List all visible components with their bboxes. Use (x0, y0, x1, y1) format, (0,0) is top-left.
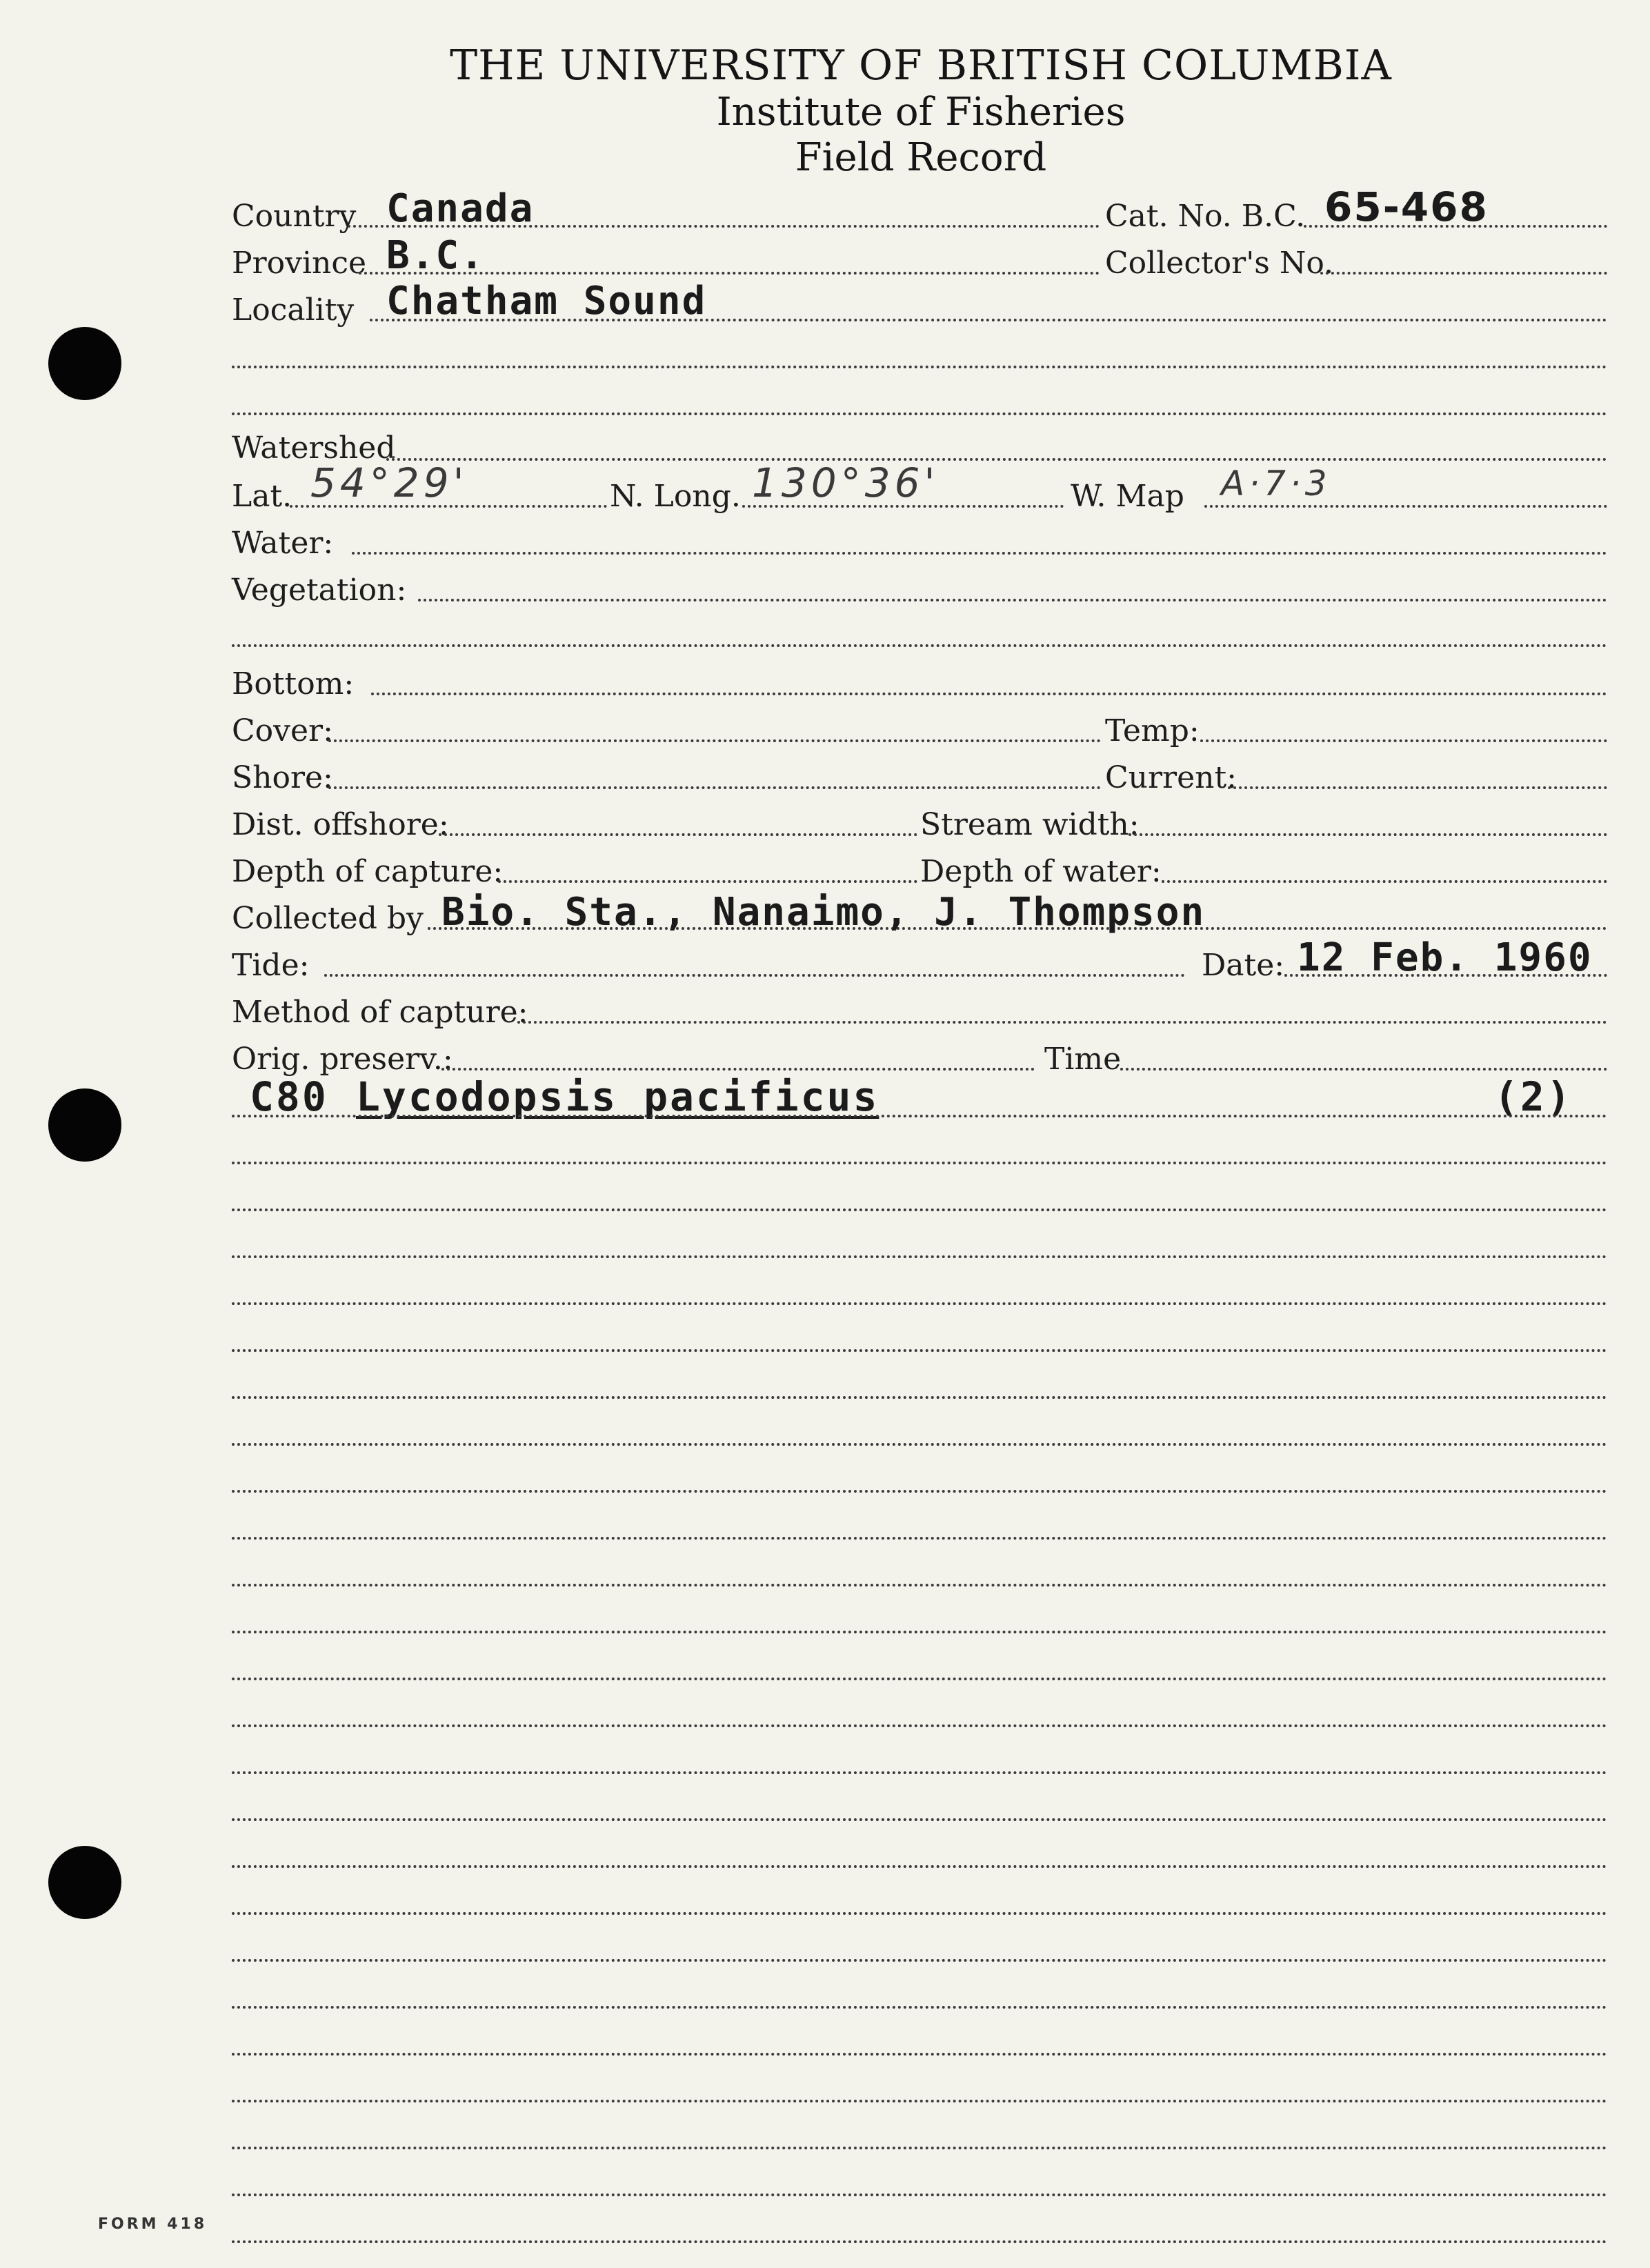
depth-capture-line (498, 880, 917, 883)
collected-by-value: Bio. Sta., Nanaimo, J. Thompson (441, 890, 1206, 935)
blank-line (232, 1490, 1607, 1493)
date-label: Date: (1202, 948, 1285, 983)
blank-line (232, 1771, 1607, 1774)
blank-line (232, 644, 1607, 647)
blank-line (232, 2240, 1607, 2243)
locality-label: Locality (232, 292, 355, 328)
record-type-title: Field Record (795, 135, 1047, 180)
blank-line (232, 1396, 1607, 1399)
lat-label: Lat. (232, 479, 292, 514)
collectors-no-line (1320, 272, 1607, 275)
dist-offshore-line (439, 833, 917, 836)
blank-line (232, 1959, 1607, 1962)
current-label: Current: (1105, 760, 1237, 795)
blank-line (232, 366, 1607, 368)
water-label: Water: (232, 526, 334, 561)
blank-line (232, 1349, 1607, 1352)
locality-value: Chatham Sound (386, 279, 707, 324)
watershed-line (386, 458, 1607, 461)
method-line (517, 1021, 1607, 1024)
cover-line (328, 739, 1101, 742)
temp-line (1200, 739, 1607, 742)
binder-hole (48, 1846, 121, 1919)
orig-preserv-label: Orig. preserv.: (232, 1042, 453, 1077)
blank-line (232, 1537, 1607, 1540)
blank-line (232, 2194, 1607, 2196)
cover-label: Cover: (232, 713, 333, 748)
blank-line (232, 412, 1607, 415)
blank-line (232, 1443, 1607, 1446)
collectors-no-label: Collector's No. (1105, 246, 1334, 281)
shore-label: Shore: (232, 760, 333, 795)
blank-line (232, 1912, 1607, 1915)
blank-line (232, 1255, 1607, 1258)
tide-label: Tide: (232, 948, 310, 983)
time-line (1120, 1068, 1607, 1071)
province-label: Province (232, 246, 367, 281)
province-value: B.C. (386, 233, 485, 278)
bottom-label: Bottom: (232, 666, 355, 702)
bottom-line (371, 693, 1607, 695)
specimen-line (232, 1115, 1607, 1117)
vegetation-label: Vegetation: (232, 573, 407, 608)
depth-water-label: Depth of water: (920, 854, 1162, 889)
blank-line (232, 1818, 1607, 1821)
blank-line (232, 1584, 1607, 1586)
water-line (352, 552, 1607, 555)
n-long-label: N. Long. (610, 479, 741, 514)
binder-hole (48, 1088, 121, 1162)
form-number: FORM 418 (98, 2216, 208, 2233)
vegetation-line (418, 599, 1607, 601)
current-line (1228, 786, 1607, 789)
specimen-name: Lycodopsis pacificus (356, 1073, 879, 1120)
long-value: 130°36' (752, 459, 940, 506)
blank-line (232, 2100, 1607, 2102)
country-label: Country (232, 199, 357, 234)
blank-line (232, 1678, 1607, 1680)
blank-line (232, 1162, 1607, 1164)
shore-line (328, 786, 1101, 789)
tide-line (324, 974, 1185, 977)
date-value: 12 Feb. 1960 (1297, 935, 1593, 980)
watershed-label: Watershed (232, 430, 396, 466)
time-label: Time (1044, 1042, 1122, 1077)
depth-capture-label: Depth of capture: (232, 854, 504, 889)
cat-no-value: 65-468 (1324, 183, 1489, 230)
collected-by-label: Collected by (232, 901, 424, 936)
dist-offshore-label: Dist. offshore: (232, 807, 449, 842)
specimen-code: C80 (250, 1073, 328, 1120)
temp-label: Temp: (1105, 713, 1200, 748)
method-label: Method of capture: (232, 995, 528, 1030)
stream-width-line (1129, 833, 1607, 836)
blank-line (232, 2053, 1607, 2056)
cat-no-label: Cat. No. B.C. (1105, 199, 1306, 234)
blank-line (232, 1302, 1607, 1305)
w-map-label: W. Map (1071, 479, 1184, 514)
blank-line (232, 1208, 1607, 1211)
specimen-count: (2) (1494, 1073, 1573, 1120)
blank-line (232, 2147, 1607, 2149)
binder-hole (48, 327, 121, 400)
stream-width-label: Stream width: (920, 807, 1140, 842)
depth-water-line (1162, 880, 1607, 883)
orig-preserv-line (441, 1068, 1035, 1071)
blank-line (232, 1865, 1607, 1868)
map-line (1204, 505, 1607, 508)
map-value: A·7·3 (1221, 464, 1331, 504)
institute-title: Institute of Fisheries (716, 90, 1126, 135)
university-title: THE UNIVERSITY OF BRITISH COLUMBIA (450, 41, 1392, 90)
blank-line (232, 1724, 1607, 1727)
country-value: Canada (386, 186, 535, 231)
lat-value: 54°29' (310, 459, 468, 506)
blank-line (232, 2006, 1607, 2009)
blank-line (232, 1631, 1607, 1633)
